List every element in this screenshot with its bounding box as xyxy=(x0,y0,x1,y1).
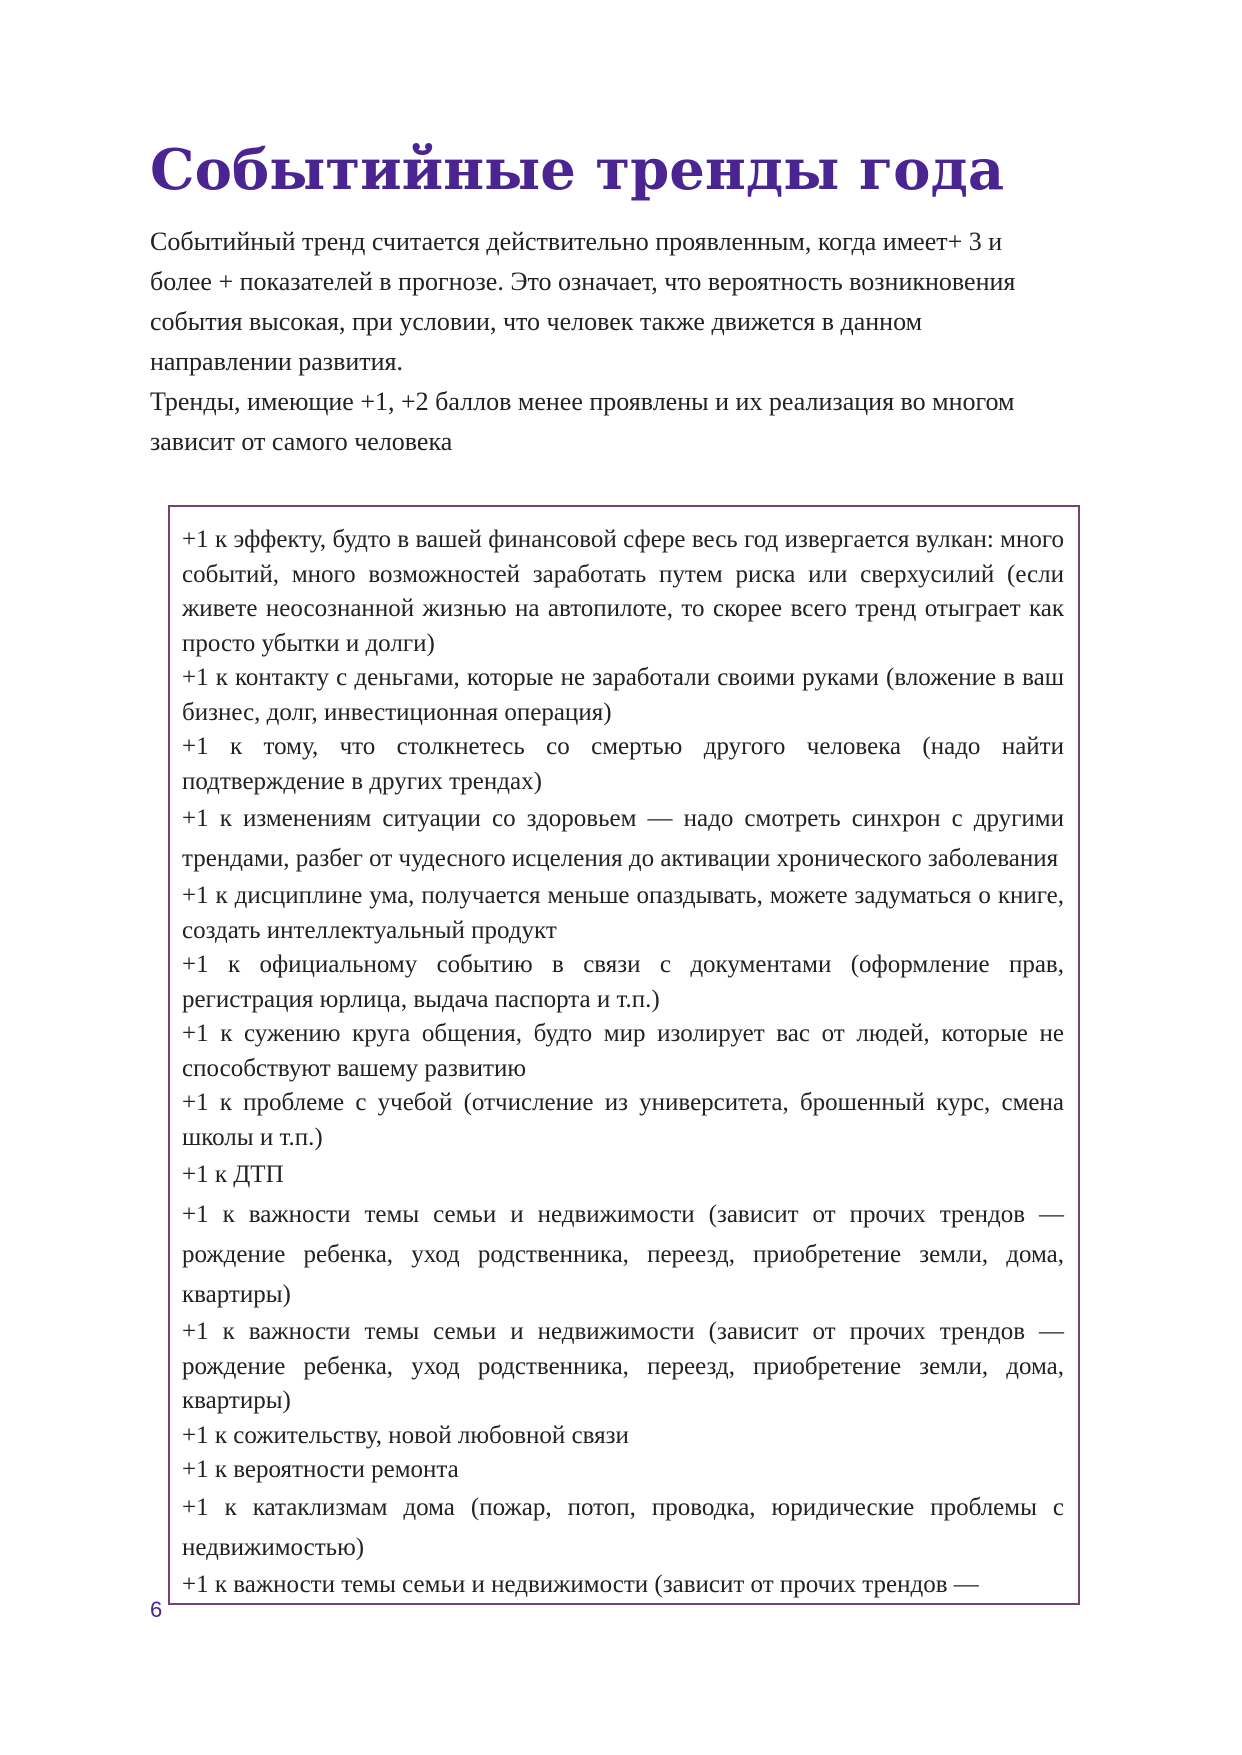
trend-item: +1 к тому, что столкнетесь со смертью другого человека (надо найти подтверждение в других трендах) xyxy=(182,733,1064,795)
trend-item: +1 к изменениям ситуации со здоровьем — надо смотреть синхрон с другими трендами, разбег от чудесного исцеления до активации хронического заболевания xyxy=(182,805,1064,872)
trend-item: +1 к ДТП xyxy=(182,1161,284,1188)
trend-item: +1 к официальному событию в связи с документами (оформление прав, регистрация юрлица, выдача паспорта и т.п.) xyxy=(182,951,1064,1013)
trend-item: +1 к сожительству, новой любовной связи xyxy=(182,1421,629,1449)
trend-item: +1 к сужению круга общения, будто мир изолирует вас от людей, которые не способствуют вашему развитию xyxy=(182,1020,1064,1082)
page-number: 6 xyxy=(150,1597,163,1622)
trend-item: +1 к эффекту, будто в вашей финансовой сфере весь год извергается вулкан: много событий, много возможностей заработать путем риска или сверхусилий (если живете неосознанной жизнью на автопилоте, то скорее всего тренд отыграет как просто убытки и долги) xyxy=(182,526,1064,657)
intro-text xyxy=(150,222,1060,462)
trend-item: +1 к дисциплине ума, получается меньше опаздывать, можете задуматься о книге, создать интеллектуальный продукт xyxy=(182,882,1064,944)
trend-item: +1 к контакту с деньгами, которые не заработали своими руками (вложение в ваш бизнес, долг, инвестиционная операция) xyxy=(182,664,1064,726)
trend-item: +1 к катаклизмам дома (пожар, потоп, проводка, юридические проблемы с недвижимостью) xyxy=(182,1493,1064,1561)
trend-item: +1 к важности темы семьи и недвижимости (зависит от прочих трендов — рождение ребенка, уход родственника, переезд, приобретение земли, дома, квартиры) xyxy=(182,1201,1064,1308)
trend-item: +1 к важности темы семьи и недвижимости (зависит от прочих трендов — xyxy=(182,1570,979,1598)
trend-item: +1 к проблеме с учебой (отчисление из университета, брошенный курс, смена школы и т.п.) xyxy=(182,1089,1064,1151)
trends-box xyxy=(168,505,1080,1605)
page-title: Событийные тренды года xyxy=(150,137,1005,203)
trend-item: +1 к вероятности ремонта xyxy=(182,1456,459,1483)
intro-paragraph: Тренды, имеющие +1, +2 баллов менее проявлены и их реализация во многом зависит от самого человека xyxy=(150,387,1015,456)
trend-item: +1 к важности темы семьи и недвижимости (зависит от прочих трендов — рождение ребенка, уход родственника, переезд, приобретение земли, дома, квартиры) xyxy=(182,1318,1064,1414)
intro-paragraph: Событийный тренд считается действительно проявленным, когда имеет+ 3 и более + показателей в прогнозе. Это означает, что вероятность возникновения события высокая, при условии, что человек также движется в данном направлении развития. xyxy=(150,227,1016,376)
